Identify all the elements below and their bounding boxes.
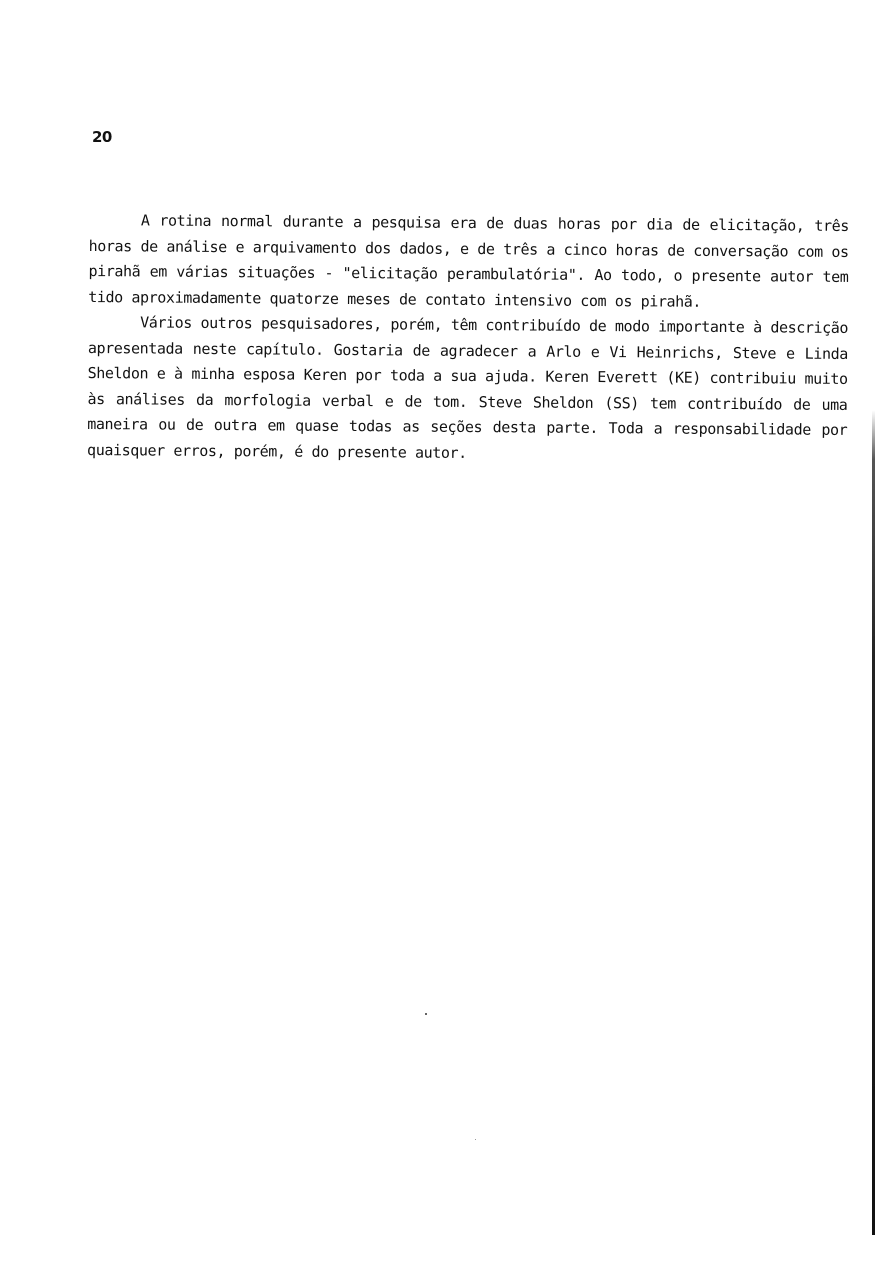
paragraph-1: A rotina normal durante a pesquisa era de duas horas por dia de elicitação, três horas de análise e arquivamento dos dados, e de três a cinco horas de conversação com os pirahã em várias situações - "elicitação perambulatória". Ao todo, o presente autor tem tido aproximadamente quatorze meses de contato intensivo com os pirahã.	[88, 211, 849, 311]
page-number: 20	[92, 128, 112, 146]
body-text	[87, 208, 849, 469]
scan-speck	[425, 1013, 427, 1015]
scan-edge-shadow	[872, 410, 875, 1235]
scan-speck	[475, 1139, 476, 1140]
paragraph-2: Vários outros pesquisadores, porém, têm contribuído de modo importante à descrição apresentada neste capítulo. Gostaria de agradecer a Arlo e Vi Heinrichs, Steve e Linda Sheldon e à minha esposa Keren por toda a sua ajuda. Keren Everett (KE) contribuiu muito às análises da morfologia verbal e de tom. Steve Sheldon (SS) tem contribuído de uma maneira ou de outra em quase todas as seções desta parte. Toda a responsabilidade por quaisquer erros, porém, é do presente autor.	[87, 313, 849, 462]
